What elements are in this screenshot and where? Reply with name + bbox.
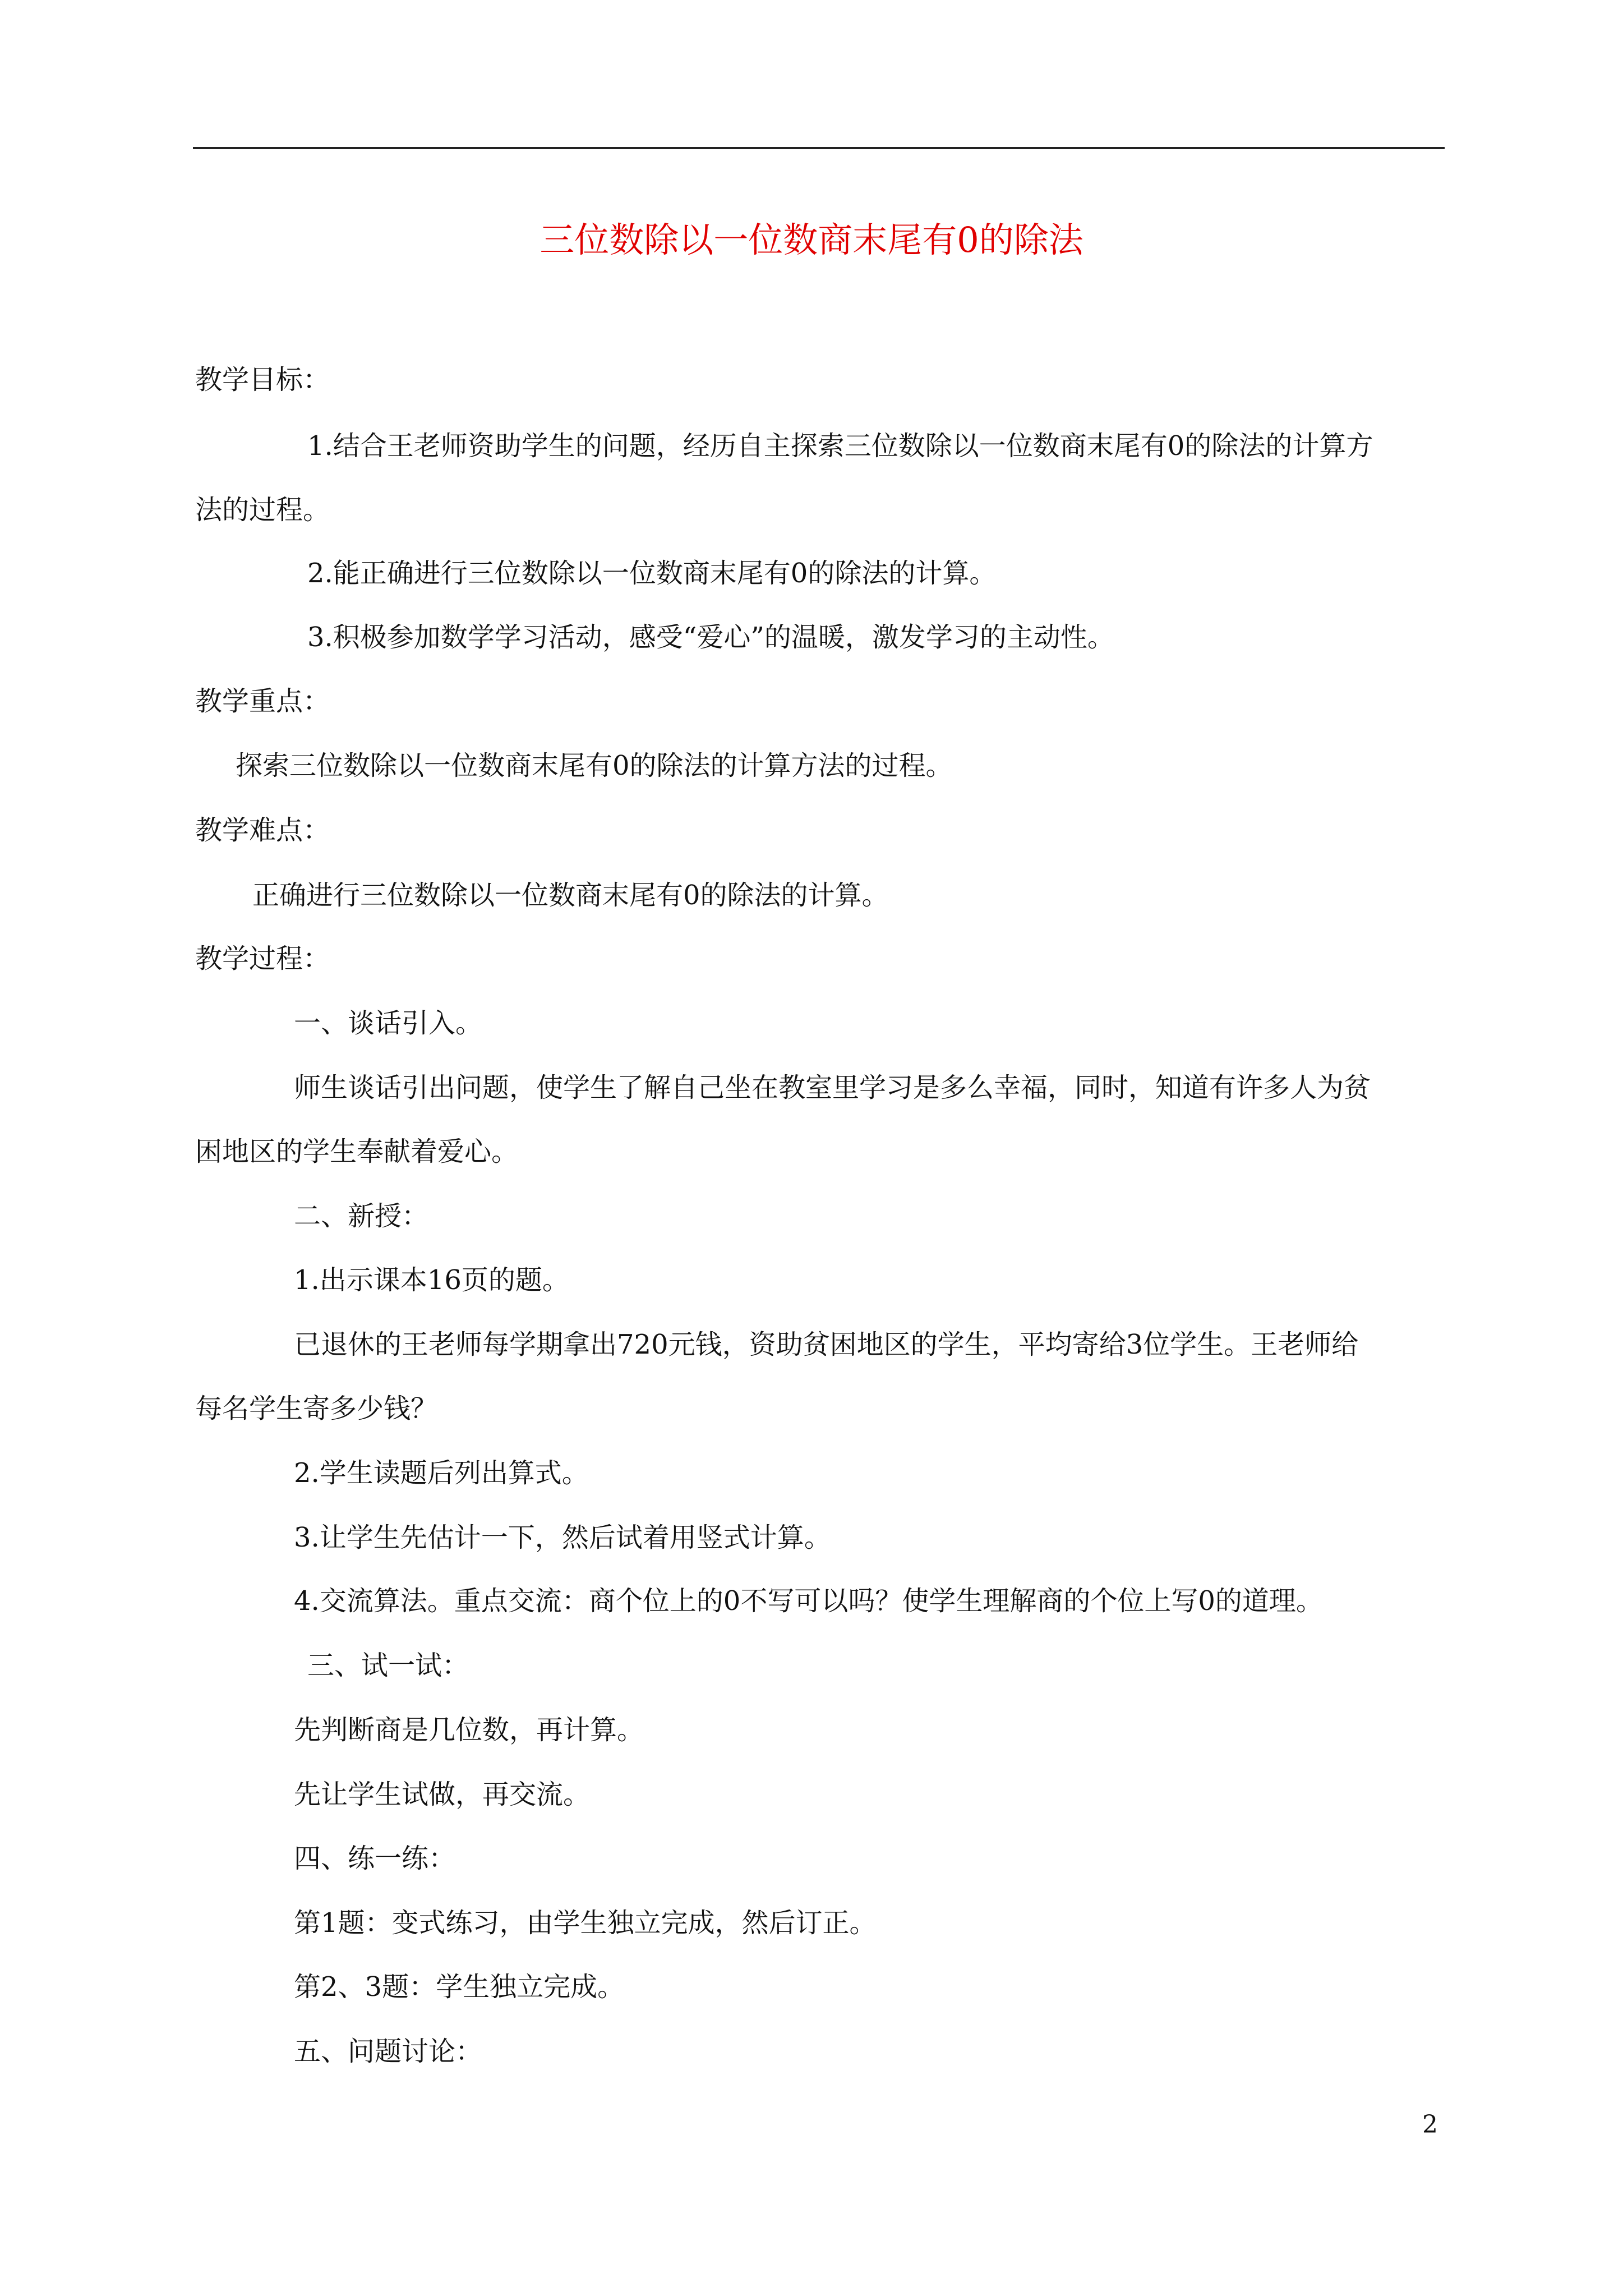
step-3-line-2: 先让学生试做，再交流。 [294, 1779, 591, 1810]
key-point-heading: 教学重点： [195, 685, 330, 717]
step-2-heading: 二、新授： [294, 1200, 429, 1232]
step-3-heading: 三、试一试： [307, 1650, 469, 1681]
difficulty-heading: 教学难点： [195, 815, 330, 846]
step-2-item-1: 1.出示课本16页的题。 [294, 1264, 569, 1296]
step-2-problem-line-2: 每名学生寄多少钱？ [195, 1393, 438, 1424]
step-5-heading: 五、问题讨论： [294, 2036, 483, 2067]
step-4-line-1: 第1题：变式练习，由学生独立完成，然后订正。 [294, 1907, 877, 1939]
objective-1-line-1: 1.结合王老师资助学生的问题，经历自主探索三位数除以一位数商末尾有0的除法的计算方 [307, 430, 1373, 462]
step-2-item-4: 4.交流算法。重点交流：商个位上的0不写可以吗？使学生理解商的个位上写0的道理。 [294, 1585, 1323, 1617]
header-rule [193, 147, 1445, 149]
key-point-text: 探索三位数除以一位数商末尾有0的除法的计算方法的过程。 [236, 750, 953, 781]
page-number: 2 [1422, 2110, 1438, 2139]
step-4-heading: 四、练一练： [294, 1843, 456, 1874]
step-2-problem-line-1: 已退休的王老师每学期拿出720元钱，资助贫困地区的学生，平均寄给3位学生。王老师给 [294, 1329, 1359, 1360]
step-2-item-3: 3.让学生先估计一下，然后试着用竖式计算。 [294, 1522, 831, 1553]
objectives-heading: 教学目标： [195, 364, 330, 395]
step-1-line-2: 困地区的学生奉献着爱心。 [195, 1136, 519, 1167]
step-4-line-2: 第2、3题：学生独立完成。 [294, 1971, 625, 2003]
objective-2: 2.能正确进行三位数除以一位数商末尾有0的除法的计算。 [307, 558, 997, 589]
step-3-line-1: 先判断商是几位数，再计算。 [294, 1714, 644, 1746]
objective-1-line-2: 法的过程。 [195, 494, 330, 526]
difficulty-text: 正确进行三位数除以一位数商末尾有0的除法的计算。 [252, 880, 889, 911]
step-1-line-1: 师生谈话引出问题，使学生了解自己坐在教室里学习是多么幸福，同时，知道有许多人为贫 [294, 1072, 1371, 1103]
objective-3: 3.积极参加数学学习活动，感受“爱心”的温暖，激发学习的主动性。 [307, 622, 1114, 653]
step-1-heading: 一、谈话引入。 [294, 1007, 483, 1039]
step-2-item-2: 2.学生读题后列出算式。 [294, 1457, 589, 1489]
process-heading: 教学过程： [195, 943, 330, 974]
document-title: 三位数除以一位数商末尾有0的除法 [540, 219, 1083, 260]
